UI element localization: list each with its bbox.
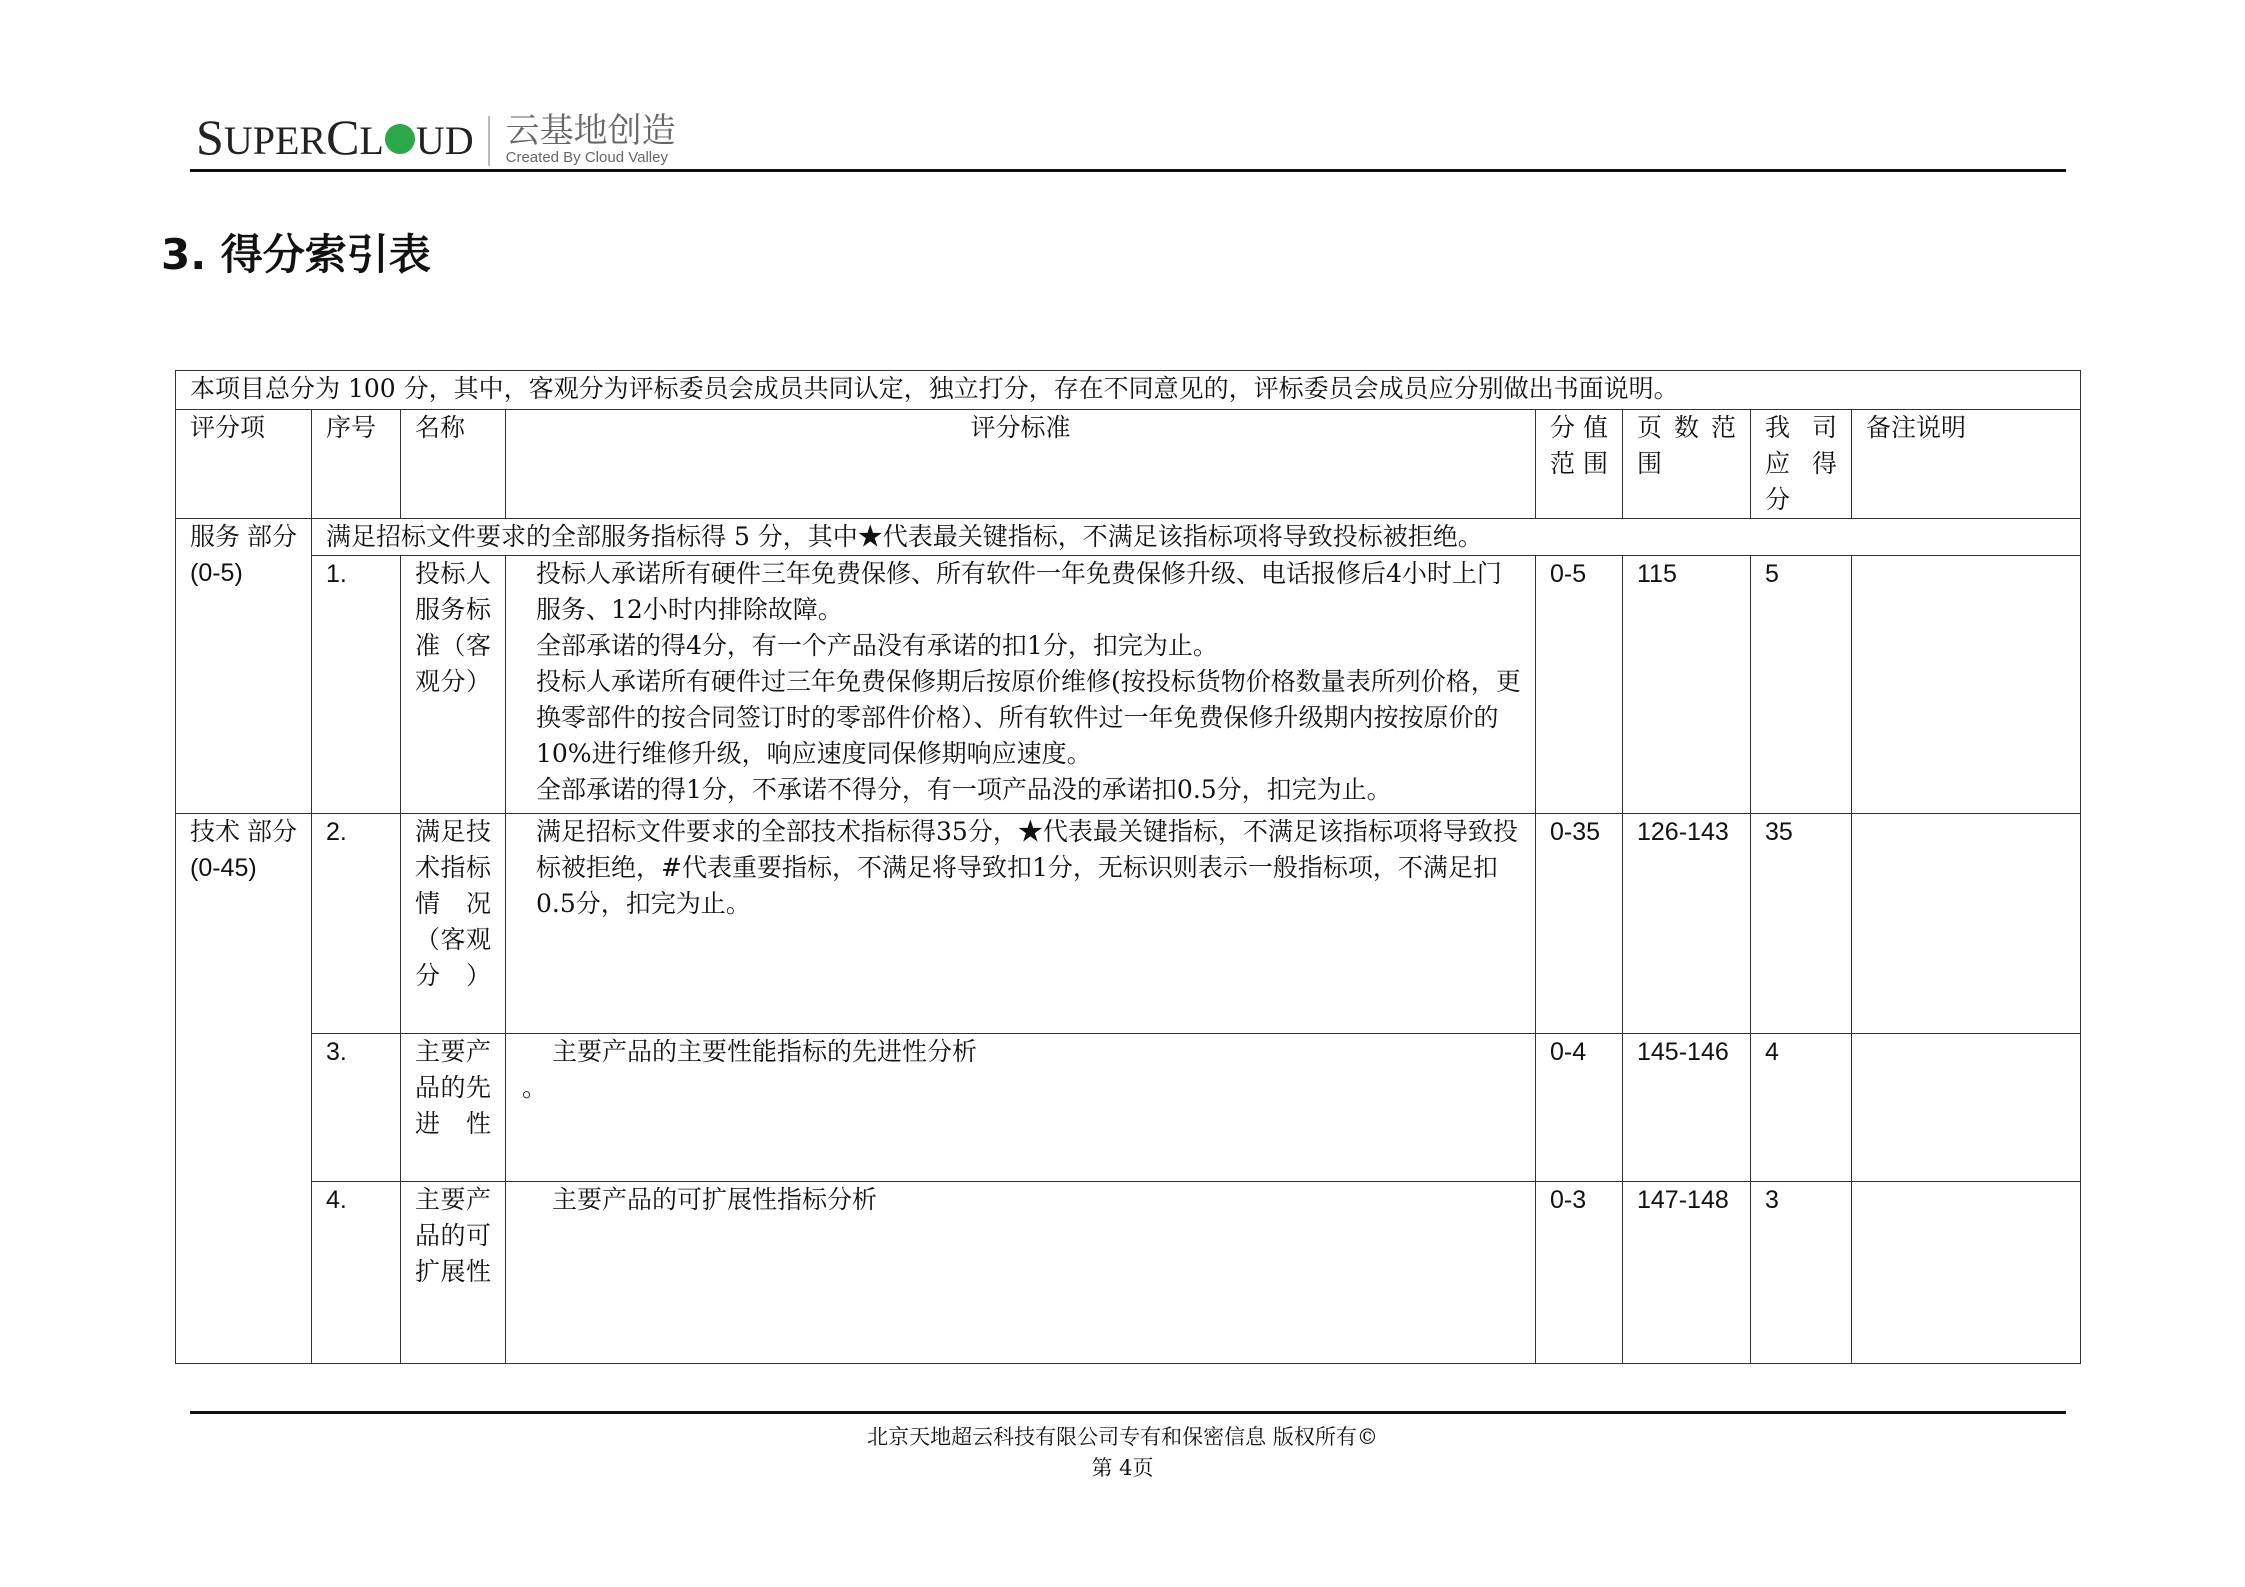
row-criteria (506, 814, 1536, 1034)
table-row (176, 814, 2081, 1034)
row-name: 投标人服务标准（客观分） (401, 556, 506, 814)
row-number: 3. (312, 1034, 401, 1182)
page-range: 147-148 (1623, 1182, 1751, 1364)
header-cell: 评分项 (176, 410, 312, 519)
logo-divider (488, 116, 490, 166)
row-number: 2. (312, 814, 401, 1034)
score-index-table (175, 370, 2081, 1364)
row-criteria (506, 1182, 1536, 1364)
section-service: 服务 部分 (0-5) (176, 519, 312, 814)
logo-chinese: 云基地创造 (505, 111, 676, 151)
header-cell: 页数范围 (1623, 410, 1751, 519)
header-cell: 分值范围 (1536, 410, 1623, 519)
logo-subtitle: Created By Cloud Valley (505, 149, 668, 166)
score-range: 0-35 (1536, 814, 1623, 1034)
remark (1852, 1034, 2081, 1182)
row-name: 满足技术指标情况（客观分） (401, 814, 506, 1034)
table-intro: 本项目总分为 100 分，其中，客观分为评标委员会成员共同认定，独立打分，存在不同意见的，评标委员会成员应分别做出书面说明。 (176, 371, 2081, 410)
criteria-line: 主要产品的可扩展性指标分析 (552, 1185, 878, 1214)
row-name: 主要产品的先进性 (401, 1034, 506, 1182)
logo-wordmark: SUPERCL UD (196, 109, 474, 165)
header-rule (190, 169, 2066, 172)
row-criteria (506, 556, 1536, 814)
score-range: 0-4 (1536, 1034, 1623, 1182)
criteria-line: 满足招标文件要求的全部技术指标得35分，★代表最关键指标，不满足该指标项将导致投标被拒绝，#代表重要指标，不满足将导致扣1分，无标识则表示一般指标项，不满足扣0.5分，扣完为止。 (536, 817, 1518, 918)
section-technical: 技术 部分 (0-45) (176, 814, 312, 1364)
criteria-line: 全部承诺的得4分，有一个产品没有承诺的扣1分，扣完为止。 (536, 631, 1218, 660)
criteria-line: 投标人承诺所有硬件三年免费保修、所有软件一年免费保修升级、电话报修后4小时上门服务、12小时内排除故障。 (536, 559, 1502, 624)
page-number: 第 4页 (1091, 1456, 1154, 1480)
row-name: 主要产品的可扩展性 (401, 1182, 506, 1364)
table-row (176, 1034, 2081, 1182)
remark (1852, 556, 2081, 814)
header-cell: 我司应得分 (1751, 410, 1852, 519)
score-range: 0-5 (1536, 556, 1623, 814)
table-row (176, 556, 2081, 814)
page-range: 115 (1623, 556, 1751, 814)
criteria-line: 全部承诺的得1分，不承诺不得分，有一项产品没的承诺扣0.5分，扣完为止。 (536, 775, 1392, 804)
footer-rule (190, 1411, 2066, 1414)
remark (1852, 814, 2081, 1034)
row-number: 1. (312, 556, 401, 814)
page-range: 145-146 (1623, 1034, 1751, 1182)
header-cell: 备注说明 (1852, 410, 2081, 519)
our-score: 3 (1751, 1182, 1852, 1364)
table-row (176, 1182, 2081, 1364)
our-score: 5 (1751, 556, 1852, 814)
our-score: 4 (1751, 1034, 1852, 1182)
criteria-line: 投标人承诺所有硬件过三年免费保修期后按原价维修(按投标货物价格数量表所列价格，更换零部件的按合同签订时的零部件价格）、所有软件过一年免费保修升级期内按按原价的10%进行维修升级，响应速度同保修期响应速度。 (536, 667, 1521, 768)
section-title: 3. 得分索引表 (161, 230, 431, 279)
header-cell: 评分标准 (506, 410, 1536, 519)
score-range: 0-3 (1536, 1182, 1623, 1364)
company-logo (196, 110, 676, 166)
our-score: 35 (1751, 814, 1852, 1034)
criteria-line: 。 (522, 1073, 548, 1102)
criteria-line: 主要产品的主要性能指标的先进性分析 (552, 1037, 978, 1066)
row-criteria (506, 1034, 1536, 1182)
table-header-row (176, 410, 2081, 519)
header-cell: 名称 (401, 410, 506, 519)
page-range: 126-143 (1623, 814, 1751, 1034)
header-cell: 序号 (312, 410, 401, 519)
row-number: 4. (312, 1182, 401, 1364)
service-note: 满足招标文件要求的全部服务指标得 5 分，其中★代表最关键指标，不满足该指标项将导致投标被拒绝。 (312, 519, 2081, 556)
remark (1852, 1182, 2081, 1364)
footer-confidential: 北京天地超云科技有限公司专有和保密信息 版权所有© (867, 1425, 1378, 1449)
